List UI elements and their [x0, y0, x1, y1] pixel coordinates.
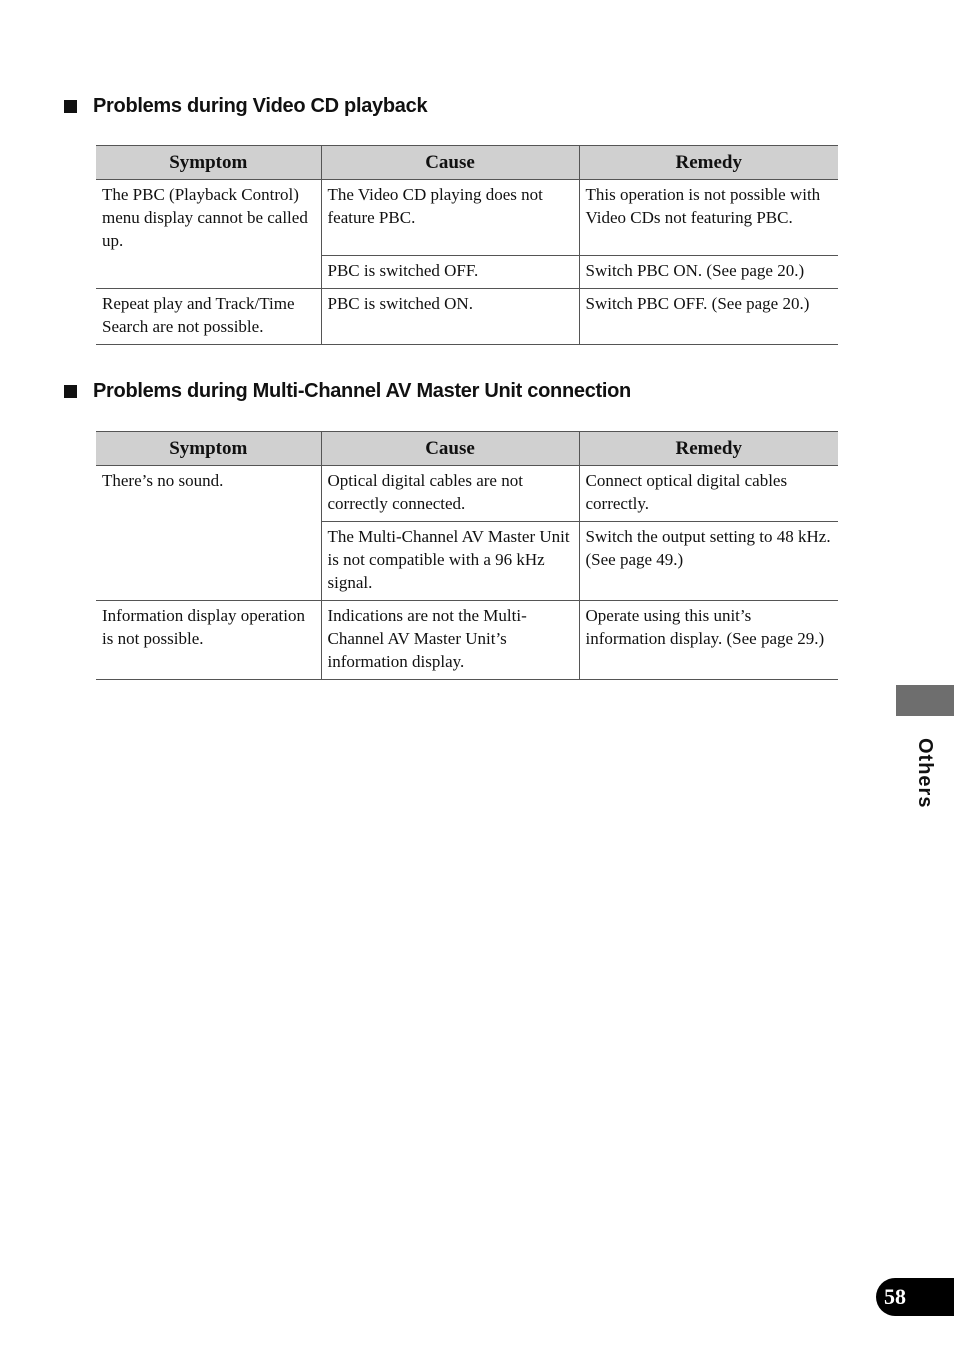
- symptom-cell: Information display operation is not possible.: [96, 601, 321, 680]
- section-tab-marker: [896, 685, 954, 716]
- cause-cell: The Video CD playing does not feature PBC.: [321, 180, 579, 256]
- header-symptom: Symptom: [96, 432, 321, 466]
- header-symptom: Symptom: [96, 146, 321, 180]
- section-heading-multichannel: [64, 380, 631, 403]
- bullet-square-icon: [64, 385, 77, 398]
- multichannel-troubleshooting-table: [96, 431, 838, 680]
- remedy-cell: Switch PBC ON. (See page 20.): [579, 256, 838, 289]
- symptom-cell: There’s no sound.: [96, 466, 321, 601]
- table-row: [96, 289, 838, 345]
- header-cause: Cause: [321, 432, 579, 466]
- table-row: [96, 180, 838, 256]
- remedy-cell: Switch PBC OFF. (See page 20.): [579, 289, 838, 345]
- table-row: [96, 466, 838, 522]
- remedy-cell: This operation is not possible with Video CDs not featuring PBC.: [579, 180, 838, 256]
- cause-cell: Optical digital cables are not correctly connected.: [321, 466, 579, 522]
- cause-cell: The Multi-Channel AV Master Unit is not compatible with a 96 kHz signal.: [321, 522, 579, 601]
- section-heading-video-cd: [64, 95, 427, 118]
- table-row: [96, 601, 838, 680]
- section-title: Problems during Video CD playback: [93, 95, 428, 117]
- remedy-cell: Connect optical digital cables correctly.: [579, 466, 838, 522]
- remedy-cell: Switch the output setting to 48 kHz. (See page 49.): [579, 522, 838, 601]
- cause-cell: Indications are not the Multi-Channel AV Master Unit’s information display.: [321, 601, 579, 680]
- page-number: 58: [876, 1278, 954, 1316]
- header-remedy: Remedy: [579, 432, 838, 466]
- side-section-label: Others: [914, 738, 936, 809]
- video-cd-troubleshooting-table: [96, 145, 838, 345]
- table-header-row: [96, 432, 838, 466]
- section-title: Problems during Multi-Channel AV Master Unit connection: [93, 380, 631, 402]
- symptom-cell: The PBC (Playback Control) menu display cannot be called up.: [96, 180, 321, 289]
- header-remedy: Remedy: [579, 146, 838, 180]
- cause-cell: PBC is switched OFF.: [321, 256, 579, 289]
- remedy-cell: Operate using this unit’s information display. (See page 29.): [579, 601, 838, 680]
- cause-cell: PBC is switched ON.: [321, 289, 579, 345]
- table-header-row: [96, 146, 838, 180]
- header-cause: Cause: [321, 146, 579, 180]
- symptom-cell: Repeat play and Track/Time Search are not possible.: [96, 289, 321, 345]
- bullet-square-icon: [64, 100, 77, 113]
